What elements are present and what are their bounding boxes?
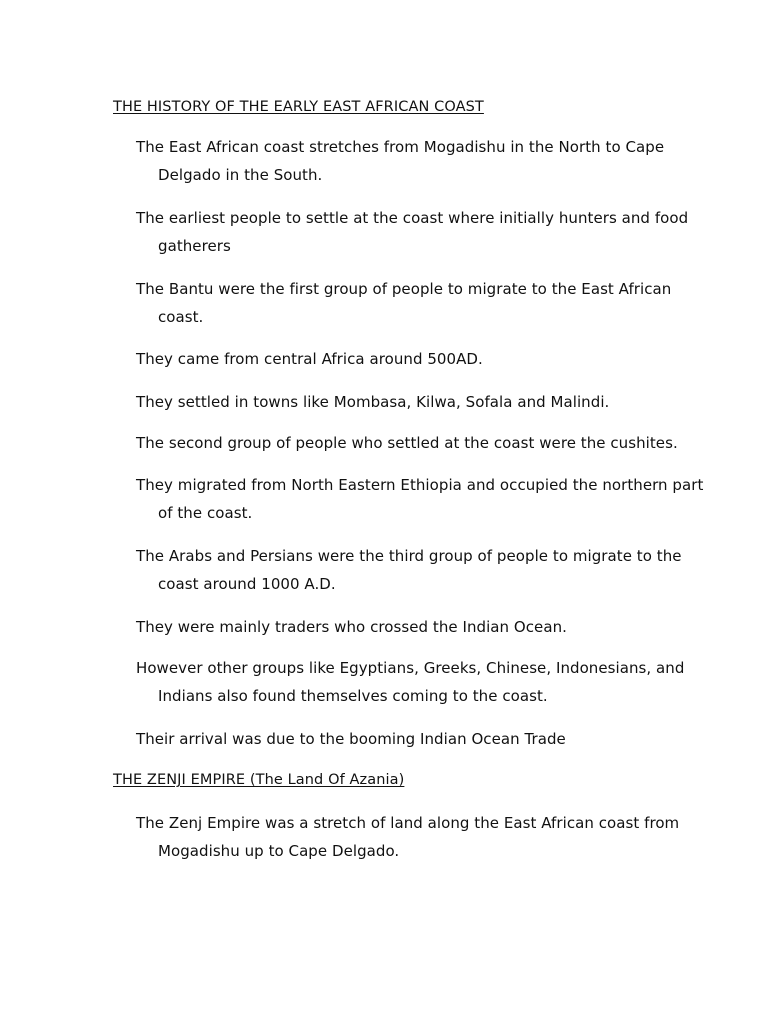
paragraph-line: coast.: [158, 308, 204, 326]
paragraph: [136, 654, 685, 710]
paragraph: [136, 471, 704, 527]
paragraph: [136, 542, 682, 598]
paragraph: [136, 388, 666, 416]
paragraph-line: They migrated from North Eastern Ethiopia and occupied the northern part: [136, 476, 704, 494]
paragraph: [136, 725, 666, 753]
paragraph-line: They settled in towns like Mombasa, Kilwa, Sofala and Malindi.: [136, 393, 610, 411]
section-heading: THE ZENJI EMPIRE (The Land Of Azania): [113, 772, 405, 788]
paragraph-line: The East African coast stretches from Mogadishu in the North to Cape: [136, 138, 665, 156]
paragraph-line: The Bantu were the first group of people to migrate to the East African: [136, 280, 672, 298]
paragraph-line: coast around 1000 A.D.: [158, 575, 336, 593]
paragraph-line: Their arrival was due to the booming Indian Ocean Trade: [136, 730, 566, 748]
paragraph: [136, 133, 666, 189]
paragraph: [136, 204, 689, 260]
paragraph: [136, 613, 666, 641]
paragraph: [136, 809, 680, 865]
paragraph: [136, 275, 672, 331]
paragraph-line: Indians also found themselves coming to the coast.: [158, 687, 548, 705]
paragraph-line: The earliest people to settle at the coast where initially hunters and food: [136, 209, 689, 227]
paragraph-line: The second group of people who settled at the coast were the cushites.: [136, 434, 678, 452]
paragraph-line: Mogadishu up to Cape Delgado.: [158, 842, 400, 860]
paragraph-line: The Arabs and Persians were the third group of people to migrate to the: [136, 547, 682, 565]
document-title: THE HISTORY OF THE EARLY EAST AFRICAN COAST: [113, 99, 484, 115]
paragraph-line: of the coast.: [158, 504, 253, 522]
paragraph-line: gatherers: [158, 237, 231, 255]
paragraph-line: They were mainly traders who crossed the Indian Ocean.: [136, 618, 567, 636]
paragraph-line: Delgado in the South.: [158, 166, 323, 184]
paragraph-line: They came from central Africa around 500AD.: [136, 350, 483, 368]
paragraph: [136, 345, 666, 373]
paragraph-line: However other groups like Egyptians, Greeks, Chinese, Indonesians, and: [136, 659, 685, 677]
paragraph: [136, 429, 678, 457]
paragraph-line: The Zenj Empire was a stretch of land along the East African coast from: [136, 814, 680, 832]
